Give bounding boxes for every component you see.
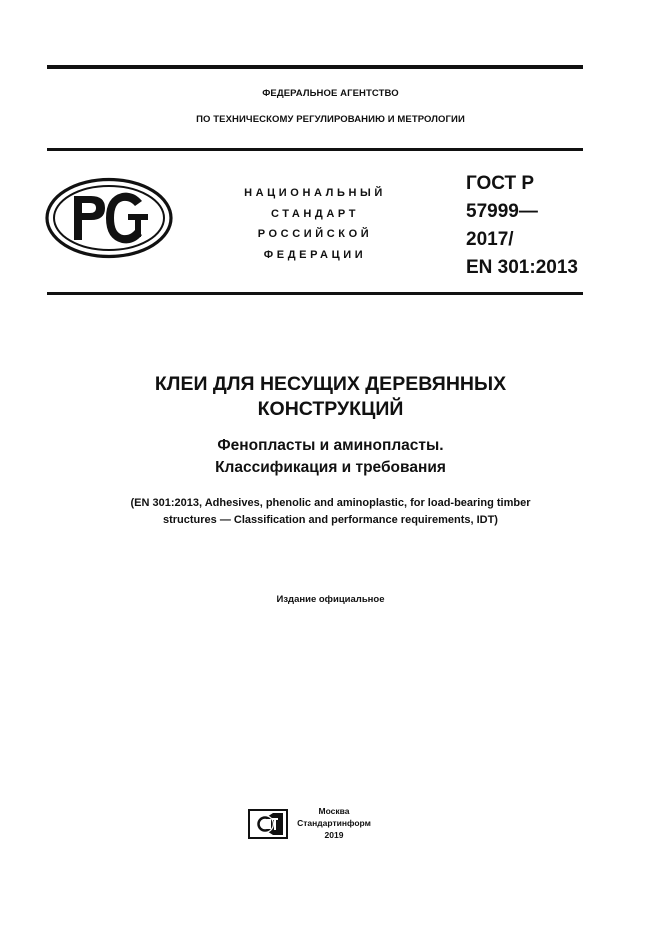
- designation-line: ГОСТ Р: [466, 173, 535, 194]
- reference-line: (EN 301:2013, Adhesives, phenolic and aminoplastic, for load-bearing timber: [130, 497, 531, 509]
- document-subtitle: [0, 435, 661, 479]
- publication-year: 2019: [324, 830, 344, 840]
- designation-line: 57999—: [466, 201, 538, 222]
- agency-name-line-1: ФЕДЕРАЛЬНОЕ АГЕНТСТВО: [262, 88, 399, 99]
- edition-note: Издание официальное: [276, 594, 385, 605]
- standard-type-line: СТАНДАРТ: [270, 207, 360, 220]
- subtitle-line: Фенопласты и аминопласты.: [217, 437, 444, 454]
- subtitle-line: Классификация и требования: [215, 459, 446, 476]
- header-bottom-divider: [47, 292, 583, 295]
- standard-designation: [466, 170, 606, 282]
- standard-type-line: РОССИЙСКОЙ: [257, 228, 373, 240]
- standard-type-line: НАЦИОНАЛЬНЫЙ: [244, 187, 386, 199]
- agency-name-line-2: ПО ТЕХНИЧЕСКОМУ РЕГУЛИРОВАНИЮ И МЕТРОЛОГИИ: [196, 114, 465, 125]
- standartinform-logo-icon: [248, 809, 288, 839]
- title-line: КЛЕИ ДЛЯ НЕСУЩИХ ДЕРЕВЯННЫХ: [154, 373, 507, 395]
- top-divider: [47, 65, 583, 69]
- standard-type-line: ФЕДЕРАЦИИ: [263, 248, 367, 261]
- publisher-city: Москва: [318, 806, 350, 816]
- title-line: КОНСТРУКЦИЙ: [257, 398, 404, 420]
- international-reference: [0, 495, 661, 529]
- header-divider: [47, 148, 583, 151]
- document-title: [0, 372, 661, 422]
- designation-line: EN 301:2013: [466, 257, 578, 278]
- designation-line: 2017/: [466, 229, 514, 250]
- publisher-name: Стандартинформ: [297, 818, 371, 828]
- rst-certification-mark-icon: [44, 177, 174, 259]
- standard-type-label: [220, 183, 410, 265]
- publisher-info: [296, 805, 372, 841]
- reference-line: structures — Classification and performance requirements, IDT): [163, 514, 498, 526]
